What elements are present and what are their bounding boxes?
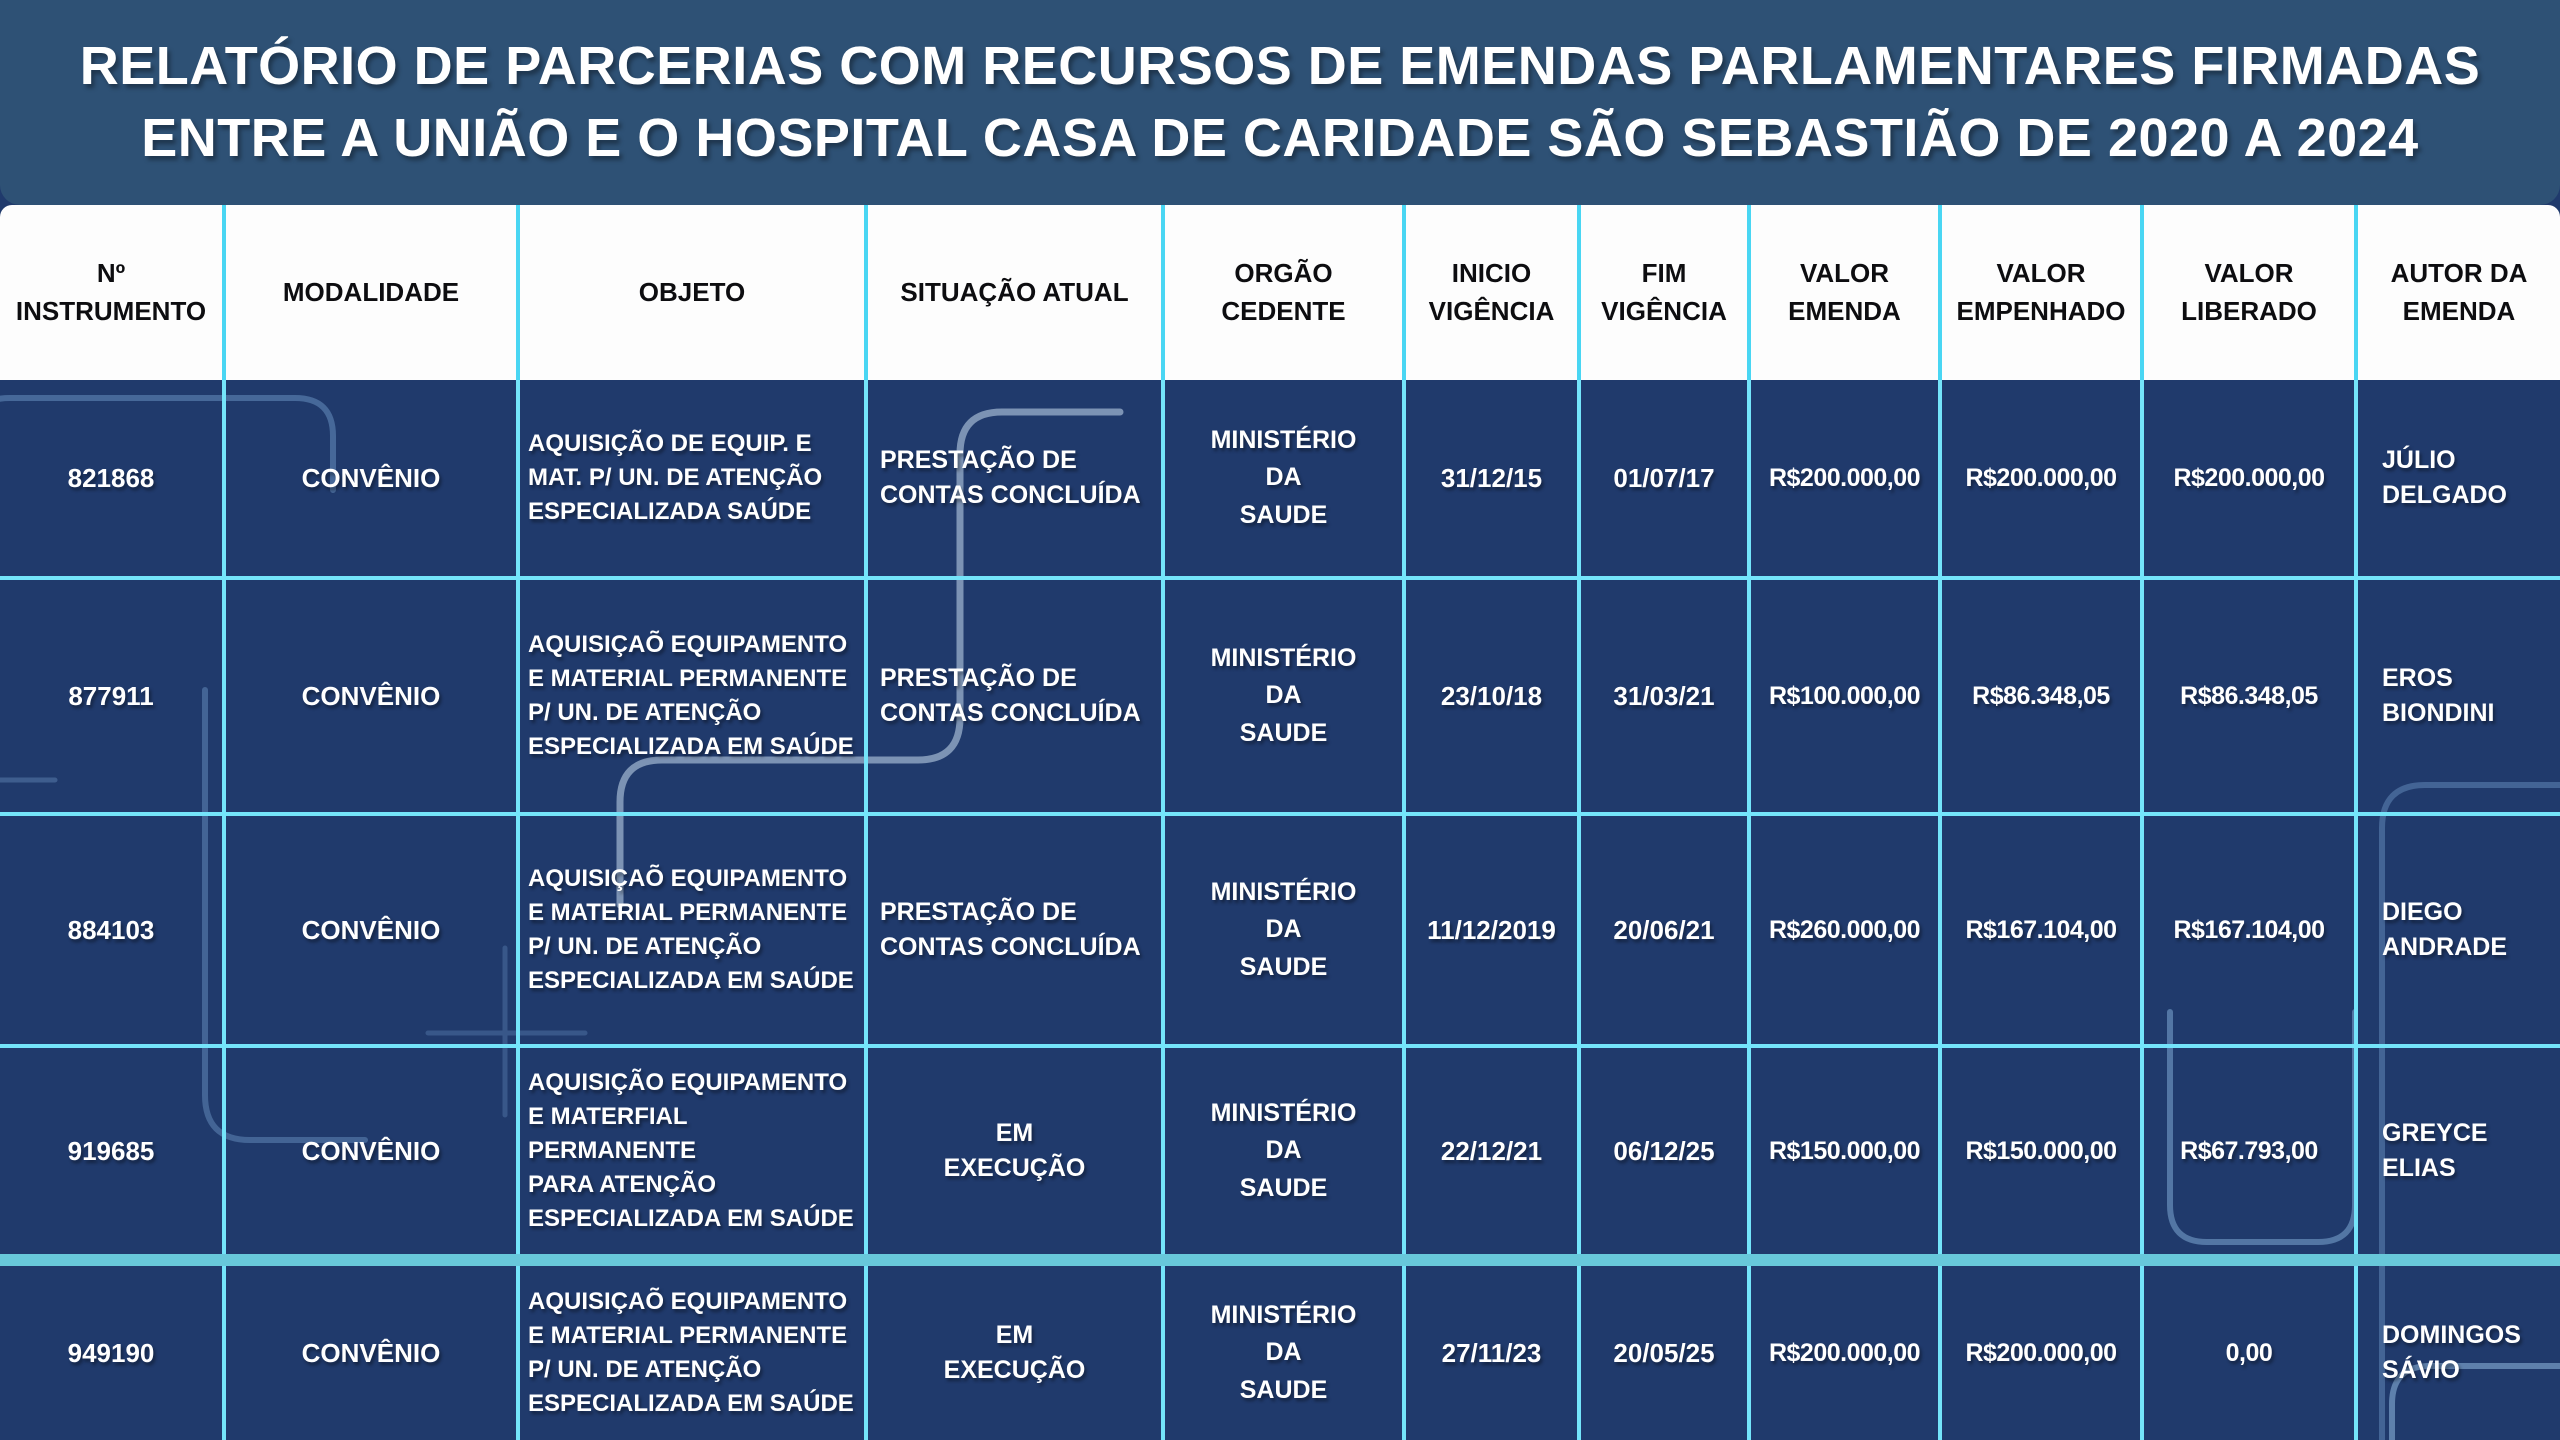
cell-orgao-cedente: MINISTÉRIO DA SAUDE <box>1163 380 1404 578</box>
cell-situacao-atual: EM EXECUÇÃO <box>866 1046 1163 1260</box>
cell-valor-liberado: 0,00 <box>2142 1260 2356 1440</box>
table-row <box>0 1260 2560 1440</box>
cell-inicio-vigencia: 22/12/21 <box>1404 1046 1579 1260</box>
cell-orgao-cedente: MINISTÉRIO DA SAUDE <box>1163 1260 1404 1440</box>
cell-objeto: AQUISIÇÃO DE EQUIP. E MAT. P/ UN. DE ATENÇÃO ESPECIALIZADA SAÚDE <box>518 380 866 578</box>
title-band <box>0 0 2560 205</box>
report-title-line-2: ENTRE A UNIÃO E O HOSPITAL CASA DE CARIDADE SÃO SEBASTIÃO DE 2020 A 2024 <box>141 107 2419 168</box>
cell-orgao-cedente: MINISTÉRIO DA SAUDE <box>1163 578 1404 814</box>
cell-situacao-atual: PRESTAÇÃO DE CONTAS CONCLUÍDA <box>866 814 1163 1046</box>
cell-valor-empenhado: R$200.000,00 <box>1940 380 2142 578</box>
cell-valor-liberado: R$167.104,00 <box>2142 814 2356 1046</box>
cell-situacao-atual: PRESTAÇÃO DE CONTAS CONCLUÍDA <box>866 578 1163 814</box>
cell-autor-da-emenda: EROS BIONDINI <box>2356 578 2560 814</box>
table-header-row <box>0 205 2560 380</box>
cell-valor-empenhado: R$200.000,00 <box>1940 1260 2142 1440</box>
partnerships-table-wrap <box>0 205 2560 1440</box>
cell-objeto: AQUISIÇAÕ EQUIPAMENTO E MATERIAL PERMANENTE P/ UN. DE ATENÇÃO ESPECIALIZADA EM SAÚDE <box>518 578 866 814</box>
cell-valor-empenhado: R$167.104,00 <box>1940 814 2142 1046</box>
cell-modalidade: CONVÊNIO <box>224 814 518 1046</box>
cell-autor-da-emenda: GREYCE ELIAS <box>2356 1046 2560 1260</box>
cell-valor-liberado: R$200.000,00 <box>2142 380 2356 578</box>
cell-num-instrumento: 949190 <box>0 1260 224 1440</box>
report-title-line-1: RELATÓRIO DE PARCERIAS COM RECURSOS DE EMENDAS PARLAMENTARES FIRMADAS <box>79 36 2481 97</box>
cell-inicio-vigencia: 11/12/2019 <box>1404 814 1579 1046</box>
cell-valor-empenhado: R$86.348,05 <box>1940 578 2142 814</box>
table-row <box>0 1046 2560 1260</box>
cell-valor-emenda: R$200.000,00 <box>1749 380 1940 578</box>
cell-valor-liberado: R$67.793,00 <box>2142 1046 2356 1260</box>
cell-autor-da-emenda: DIEGO ANDRADE <box>2356 814 2560 1046</box>
cell-autor-da-emenda: JÚLIO DELGADO <box>2356 380 2560 578</box>
cell-num-instrumento: 919685 <box>0 1046 224 1260</box>
cell-situacao-atual: PRESTAÇÃO DE CONTAS CONCLUÍDA <box>866 380 1163 578</box>
cell-valor-emenda: R$260.000,00 <box>1749 814 1940 1046</box>
header-valor-empenhado: VALOR EMPENHADO <box>1940 205 2142 380</box>
partnerships-table <box>0 205 2560 1440</box>
cell-valor-emenda: R$150.000,00 <box>1749 1046 1940 1260</box>
cell-fim-vigencia: 06/12/25 <box>1579 1046 1749 1260</box>
cell-num-instrumento: 884103 <box>0 814 224 1046</box>
header-orgao-cedente: ORGÃO CEDENTE <box>1163 205 1404 380</box>
cell-orgao-cedente: MINISTÉRIO DA SAUDE <box>1163 814 1404 1046</box>
cell-modalidade: CONVÊNIO <box>224 1046 518 1260</box>
cell-num-instrumento: 821868 <box>67 462 155 493</box>
table-row <box>0 814 2560 1046</box>
cell-fim-vigencia: 20/05/25 <box>1579 1260 1749 1440</box>
cell-objeto: AQUISIÇÃO EQUIPAMENTO E MATERFIAL PERMANENTE PARA ATENÇÃO ESPECIALIZADA EM SAÚDE <box>518 1046 866 1260</box>
cell-valor-liberado: R$86.348,05 <box>2142 578 2356 814</box>
cell-fim-vigencia: 31/03/21 <box>1579 578 1749 814</box>
cell-objeto: AQUISIÇAÕ EQUIPAMENTO E MATERIAL PERMANENTE P/ UN. DE ATENÇÃO ESPECIALIZADA EM SAÚDE <box>518 814 866 1046</box>
cell-modalidade: CONVÊNIO <box>224 1260 518 1440</box>
cell-fim-vigencia: 01/07/17 <box>1579 380 1749 578</box>
cell-modalidade: CONVÊNIO <box>224 578 518 814</box>
cell-modalidade: CONVÊNIO <box>224 380 518 578</box>
cell-inicio-vigencia: 23/10/18 <box>1404 578 1579 814</box>
header-situacao-atual: SITUAÇÃO ATUAL <box>866 205 1163 380</box>
cell-inicio-vigencia: 31/12/15 <box>1404 380 1579 578</box>
cell-inicio-vigencia: 27/11/23 <box>1404 1260 1579 1440</box>
cell-valor-emenda: R$100.000,00 <box>1749 578 1940 814</box>
cell-num-instrumento: 877911 <box>0 578 224 814</box>
cell-objeto: AQUISIÇAÕ EQUIPAMENTO E MATERIAL PERMANENTE P/ UN. DE ATENÇÃO ESPECIALIZADA EM SAÚDE <box>518 1260 866 1440</box>
header-inicio-vigencia: INICIO VIGÊNCIA <box>1404 205 1579 380</box>
cell-valor-emenda: R$200.000,00 <box>1749 1260 1940 1440</box>
table-row <box>0 578 2560 814</box>
cell-valor-empenhado: R$150.000,00 <box>1940 1046 2142 1260</box>
header-fim-vigencia: FIM VIGÊNCIA <box>1579 205 1749 380</box>
header-num-instrumento: Nº INSTRUMENTO <box>0 205 224 380</box>
cell-fim-vigencia: 20/06/21 <box>1579 814 1749 1046</box>
header-modalidade: MODALIDADE <box>224 205 518 380</box>
header-valor-emenda: VALOR EMENDA <box>1749 205 1940 380</box>
header-objeto: OBJETO <box>518 205 866 380</box>
cell-orgao-cedente: MINISTÉRIO DA SAUDE <box>1163 1046 1404 1260</box>
header-valor-liberado: VALOR LIBERADO <box>2142 205 2356 380</box>
table-row <box>0 380 2560 578</box>
header-autor-da-emenda: AUTOR DA EMENDA <box>2356 205 2560 380</box>
cell-situacao-atual: EM EXECUÇÃO <box>866 1260 1163 1440</box>
cell-autor-da-emenda: DOMINGOS SÁVIO <box>2356 1260 2560 1440</box>
